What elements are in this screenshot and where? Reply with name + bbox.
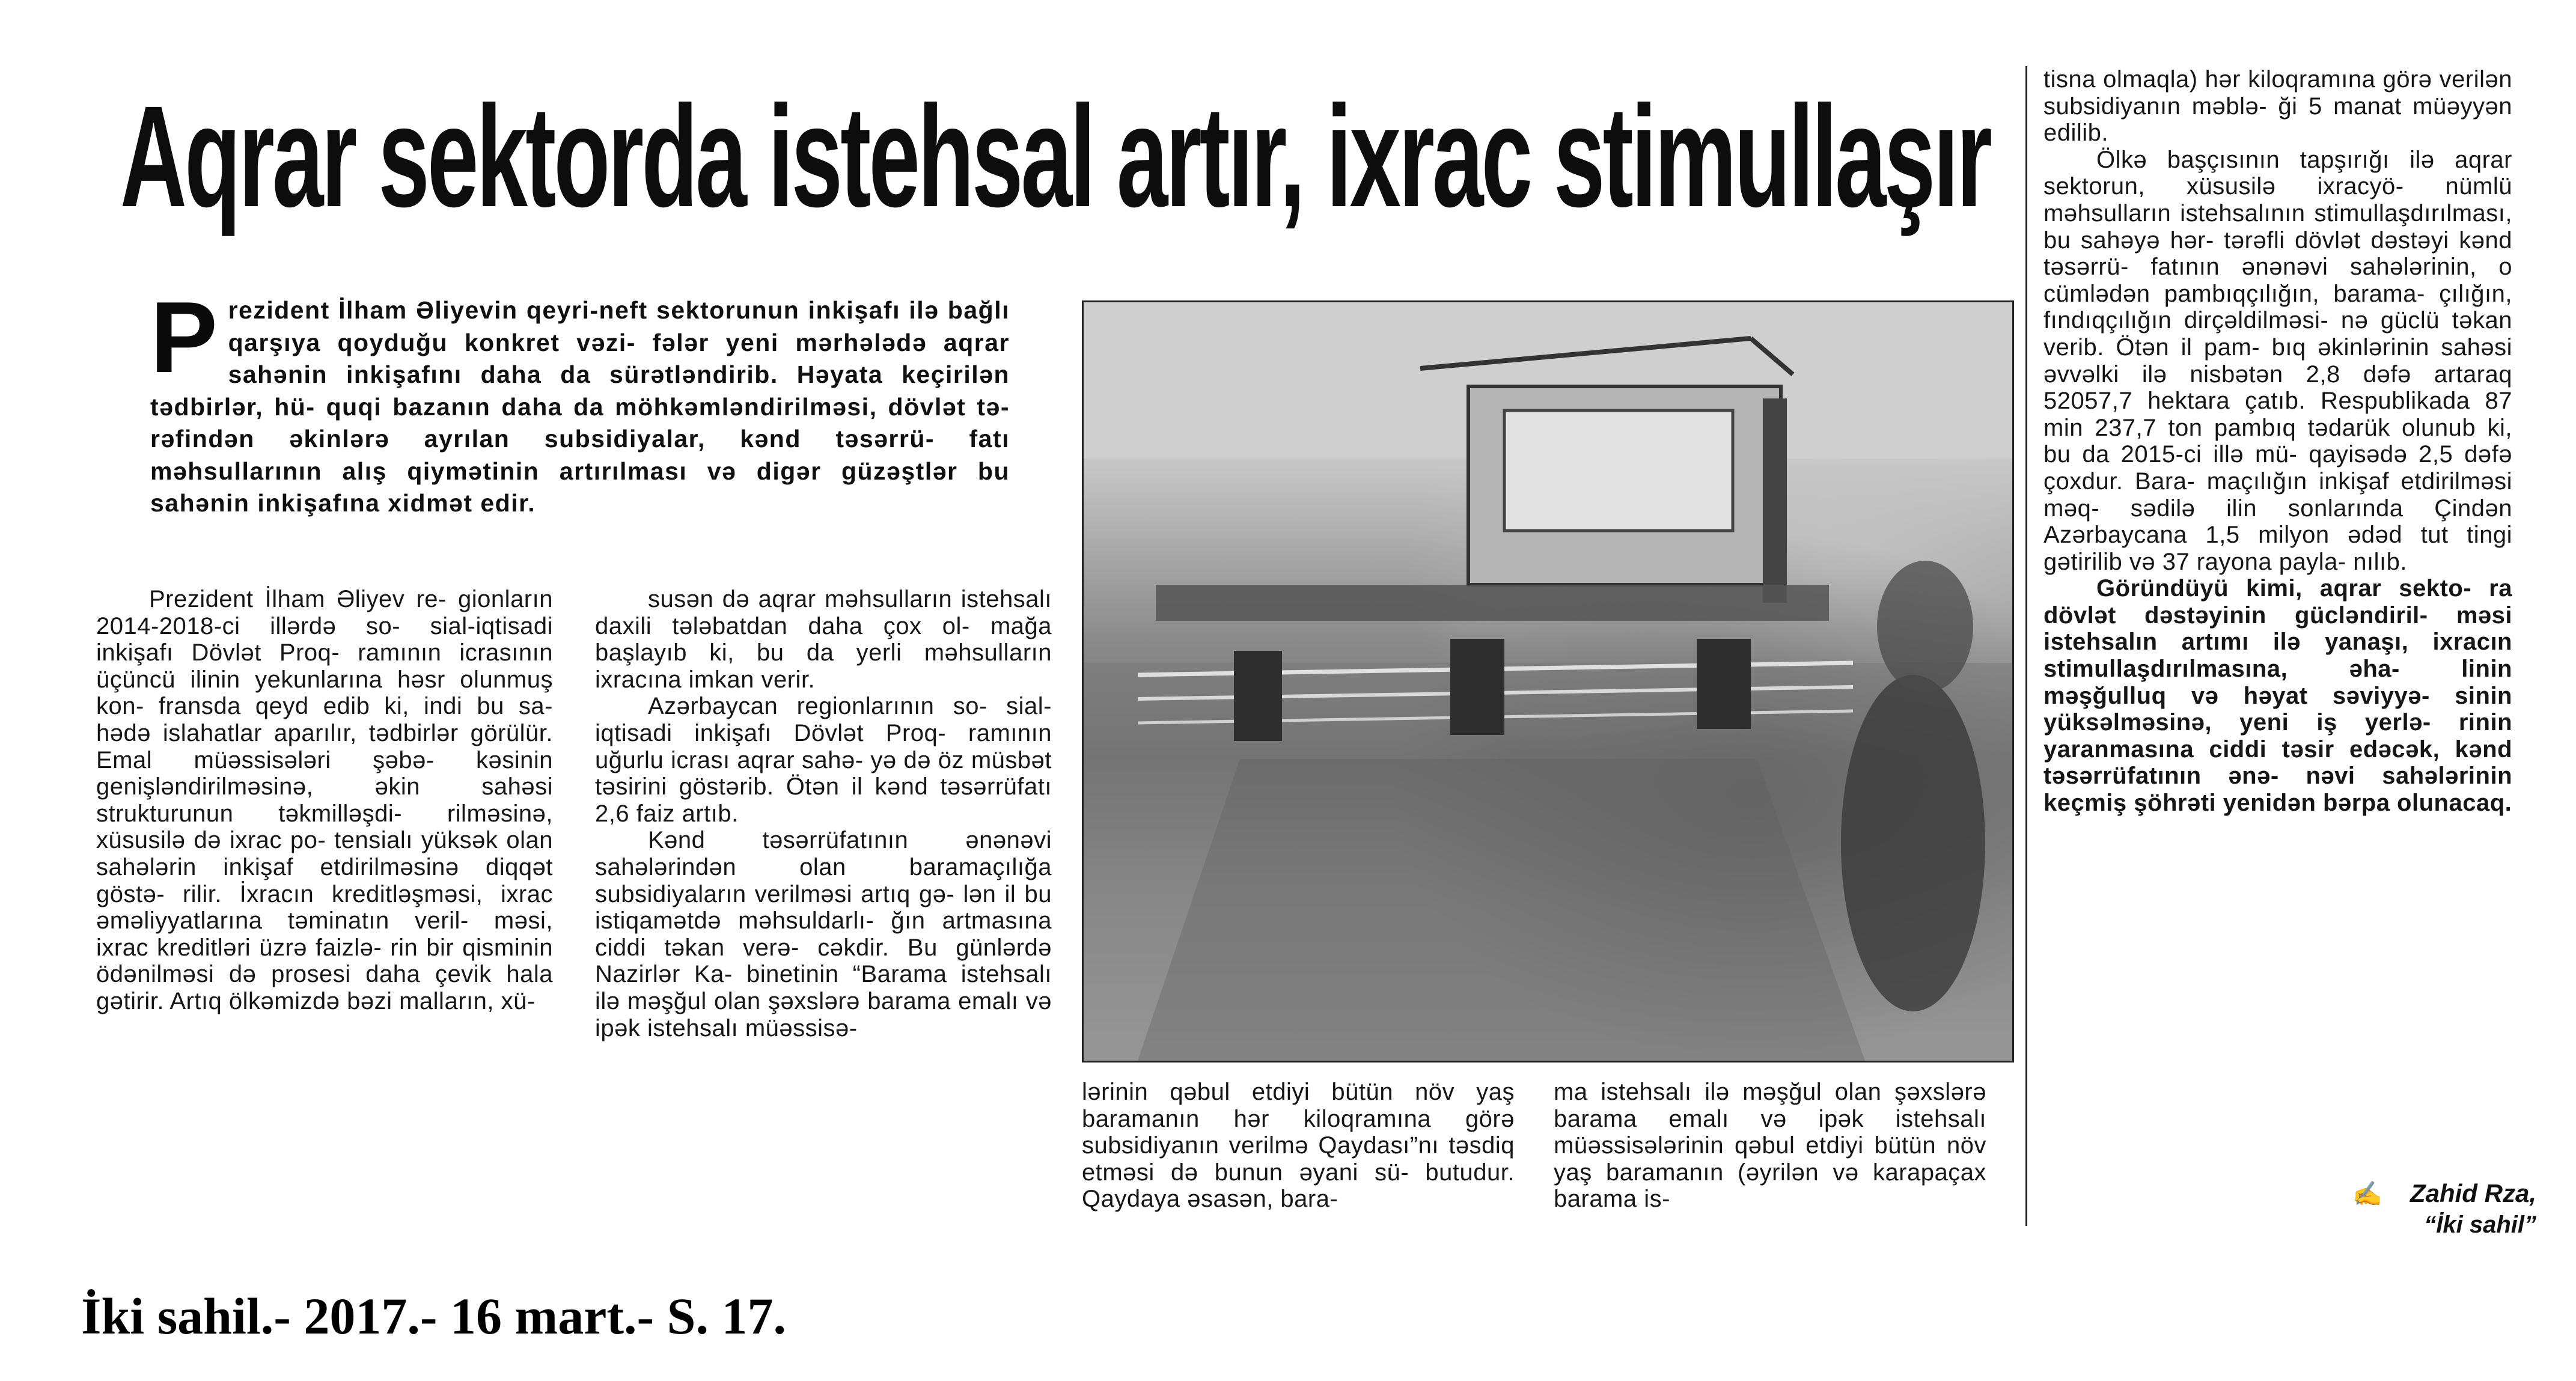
pen-icon: ✍ bbox=[2352, 1181, 2382, 1207]
author-line bbox=[2272, 1178, 2536, 1210]
text-column-3 bbox=[1082, 1079, 1515, 1259]
harvester-photo bbox=[1082, 300, 2014, 1062]
paragraph: Azərbaycan regionlarının so- sial-iqtisadi inkişafı Dövlət Proq- ramının uğurlu icrası aqrar sahə- yə də öz müsbət təsirini göstərib. Ötən il kənd təsərrüfatı 2,6 faiz artıb. bbox=[595, 693, 1052, 827]
lead-text: rezident İlham Əliyevin qeyri-neft sektorunun inkişafı ilə bağlı qarşıya qoyduğu konkret vəzi- fələr yeni mərhələdə aqrar sahənin inkişafını daha da sürətləndirib. Həyata keçirilən tədbirlər, hü- quqi bazanın daha da möhkəmləndirilməsi, dövlət tə- rəfindən əkinlərə ayrılan subsidiyalar, kənd təsərrü- fatı məhsullarının alış qiymətinin artırılması və digər güzəştlər bu sahənin inkişafına xidmət edir. bbox=[150, 296, 1010, 517]
author-name: Zahid Rza, bbox=[2410, 1179, 2536, 1207]
lead-paragraph bbox=[150, 281, 1010, 583]
source-citation: İki sahil.- 2017.- 16 mart.- S. 17. bbox=[81, 1287, 786, 1345]
paragraph: Prezident İlham Əliyev re- gionların 2014-2018-ci illərdə so- sial-iqtisadi inkişafı Dövlət Proq- ramının icrasının üçüncü ilinin yekunlarına həsr olunmuş kon- fransda qeyd edib ki, indi bu sa- hədə islahatlar aparılır, tədbirlər görülür. Emal müəssisələri şəbə- kəsinin genişləndirilməsinə, əkin sahəsi strukturunun təkmilləşdi- rilməsinə, xüsusilə də ixrac po- tensialı yüksək olan sahələrin inkişaf etdirilməsinə diqqət göstə- rilir. İxracın kreditləşməsi, ixrac əməliyyatlarına təminatın veril- məsi, ixrac kreditləri üzrə faizlə- rin bir qisminin ödənilməsi də prosesi daha çevik hala gətirir. Artıq ölkəmizdə bəzi malların, xü- bbox=[96, 586, 553, 1014]
headline: Aqrar sektorda istehsal artır, ixrac stimullaşır bbox=[120, 76, 1991, 237]
paragraph: Göründüyü kimi, aqrar sekto- ra dövlət dəstəyinin gücləndiril- məsi istehsalın artımı ilə yanaşı, ixracın stimullaşdırılmasına, əha- linin məşğulluq və həyat səviyyə- sinin yüksəlməsinə, yeni iş yerlə- rinin yaranmasına ciddi təsir edəcək, kənd təsərrüfatının ənə- nəvi sahələrinin keçmiş şöhrəti yenidən bərpa olunacaq. bbox=[2043, 575, 2512, 817]
paragraph: susən də aqrar məhsulların istehsalı daxili tələbatdan daha çox ol- mağa başlayıb ki, bu da yerli məhsulların ixracına imkan verir. bbox=[595, 586, 1052, 693]
paragraph: Kənd təsərrüfatının ənənəvi sahələrindən olan baramaçılığa subsidiyaların verilməsi artıq gə- lən il bu istiqamətdə məhsuldarlı- ğın artmasına ciddi təkan verə- cəkdir. Bu günlərdə Nazirlər Ka- binetinin “Barama istehsalı ilə məşğul olan şəxslərə barama emalı və ipək istehsalı müəssisə- bbox=[595, 827, 1052, 1041]
paragraph: lərinin qəbul etdiyi bütün növ yaş baramanın hər kiloqramına görə subsidiyanın verilmə Qaydası”nı təsdiq etməsi də bunun əyani sü- butudur. Qaydaya əsasən, bara- bbox=[1082, 1079, 1515, 1213]
drop-cap: P bbox=[150, 281, 219, 394]
paragraph: Ölkə başçısının tapşırığı ilə aqrar sektorun, xüsusilə ixracyö- nümlü məhsulların istehsalının stimullaşdırılması, bu sahəyə hər- tərəfli dövlət dəstəyi kənd təsərrü- fatının ənənəvi sahələrinin, o cümlədən pambıqçılığın, barama- çılığın, fındıqçılığın dirçəldilməsi- nə güclü təkan verib. Ötən il pam- bıq əkinlərinin sahəsi əvvəlki ilə nisbətən 2,8 dəfə artaraq 52057,7 hektara çatıb. Respublikada 87 min 237,7 ton pambıq tədarük olunub ki, bu da 2015-ci illə mü- qayisədə 2,5 dəfə çoxdur. Bara- maçılığın inkişaf etdirilməsi məq- sədilə ilin sonlarında Çindən Azərbaycana 1,5 milyon ədəd tut tingi gətirilib və 37 rayona payla- nılıb. bbox=[2043, 146, 2512, 575]
harvester-illustration bbox=[1084, 302, 2012, 1061]
text-column-5 bbox=[2043, 66, 2512, 1166]
paragraph: tisna olmaqla) hər kiloqramına görə verilən subsidiyanın məblə- ği 5 manat müəyyən edilib. bbox=[2043, 66, 2512, 147]
text-column-2 bbox=[595, 586, 1052, 1247]
author-signature bbox=[2272, 1178, 2536, 1250]
newspaper-name: “İki sahil” bbox=[2424, 1212, 2536, 1238]
text-column-1 bbox=[96, 586, 553, 1247]
text-column-4 bbox=[1554, 1079, 1986, 1259]
paragraph: ma istehsalı ilə məşğul olan şəxslərə barama emalı və ipək istehsalı müəssisələrinin qəbul etdiyi bütün növ yaş baramanın (əyrilən və karapaçax barama is- bbox=[1554, 1079, 1986, 1213]
column-divider bbox=[2025, 66, 2027, 1226]
